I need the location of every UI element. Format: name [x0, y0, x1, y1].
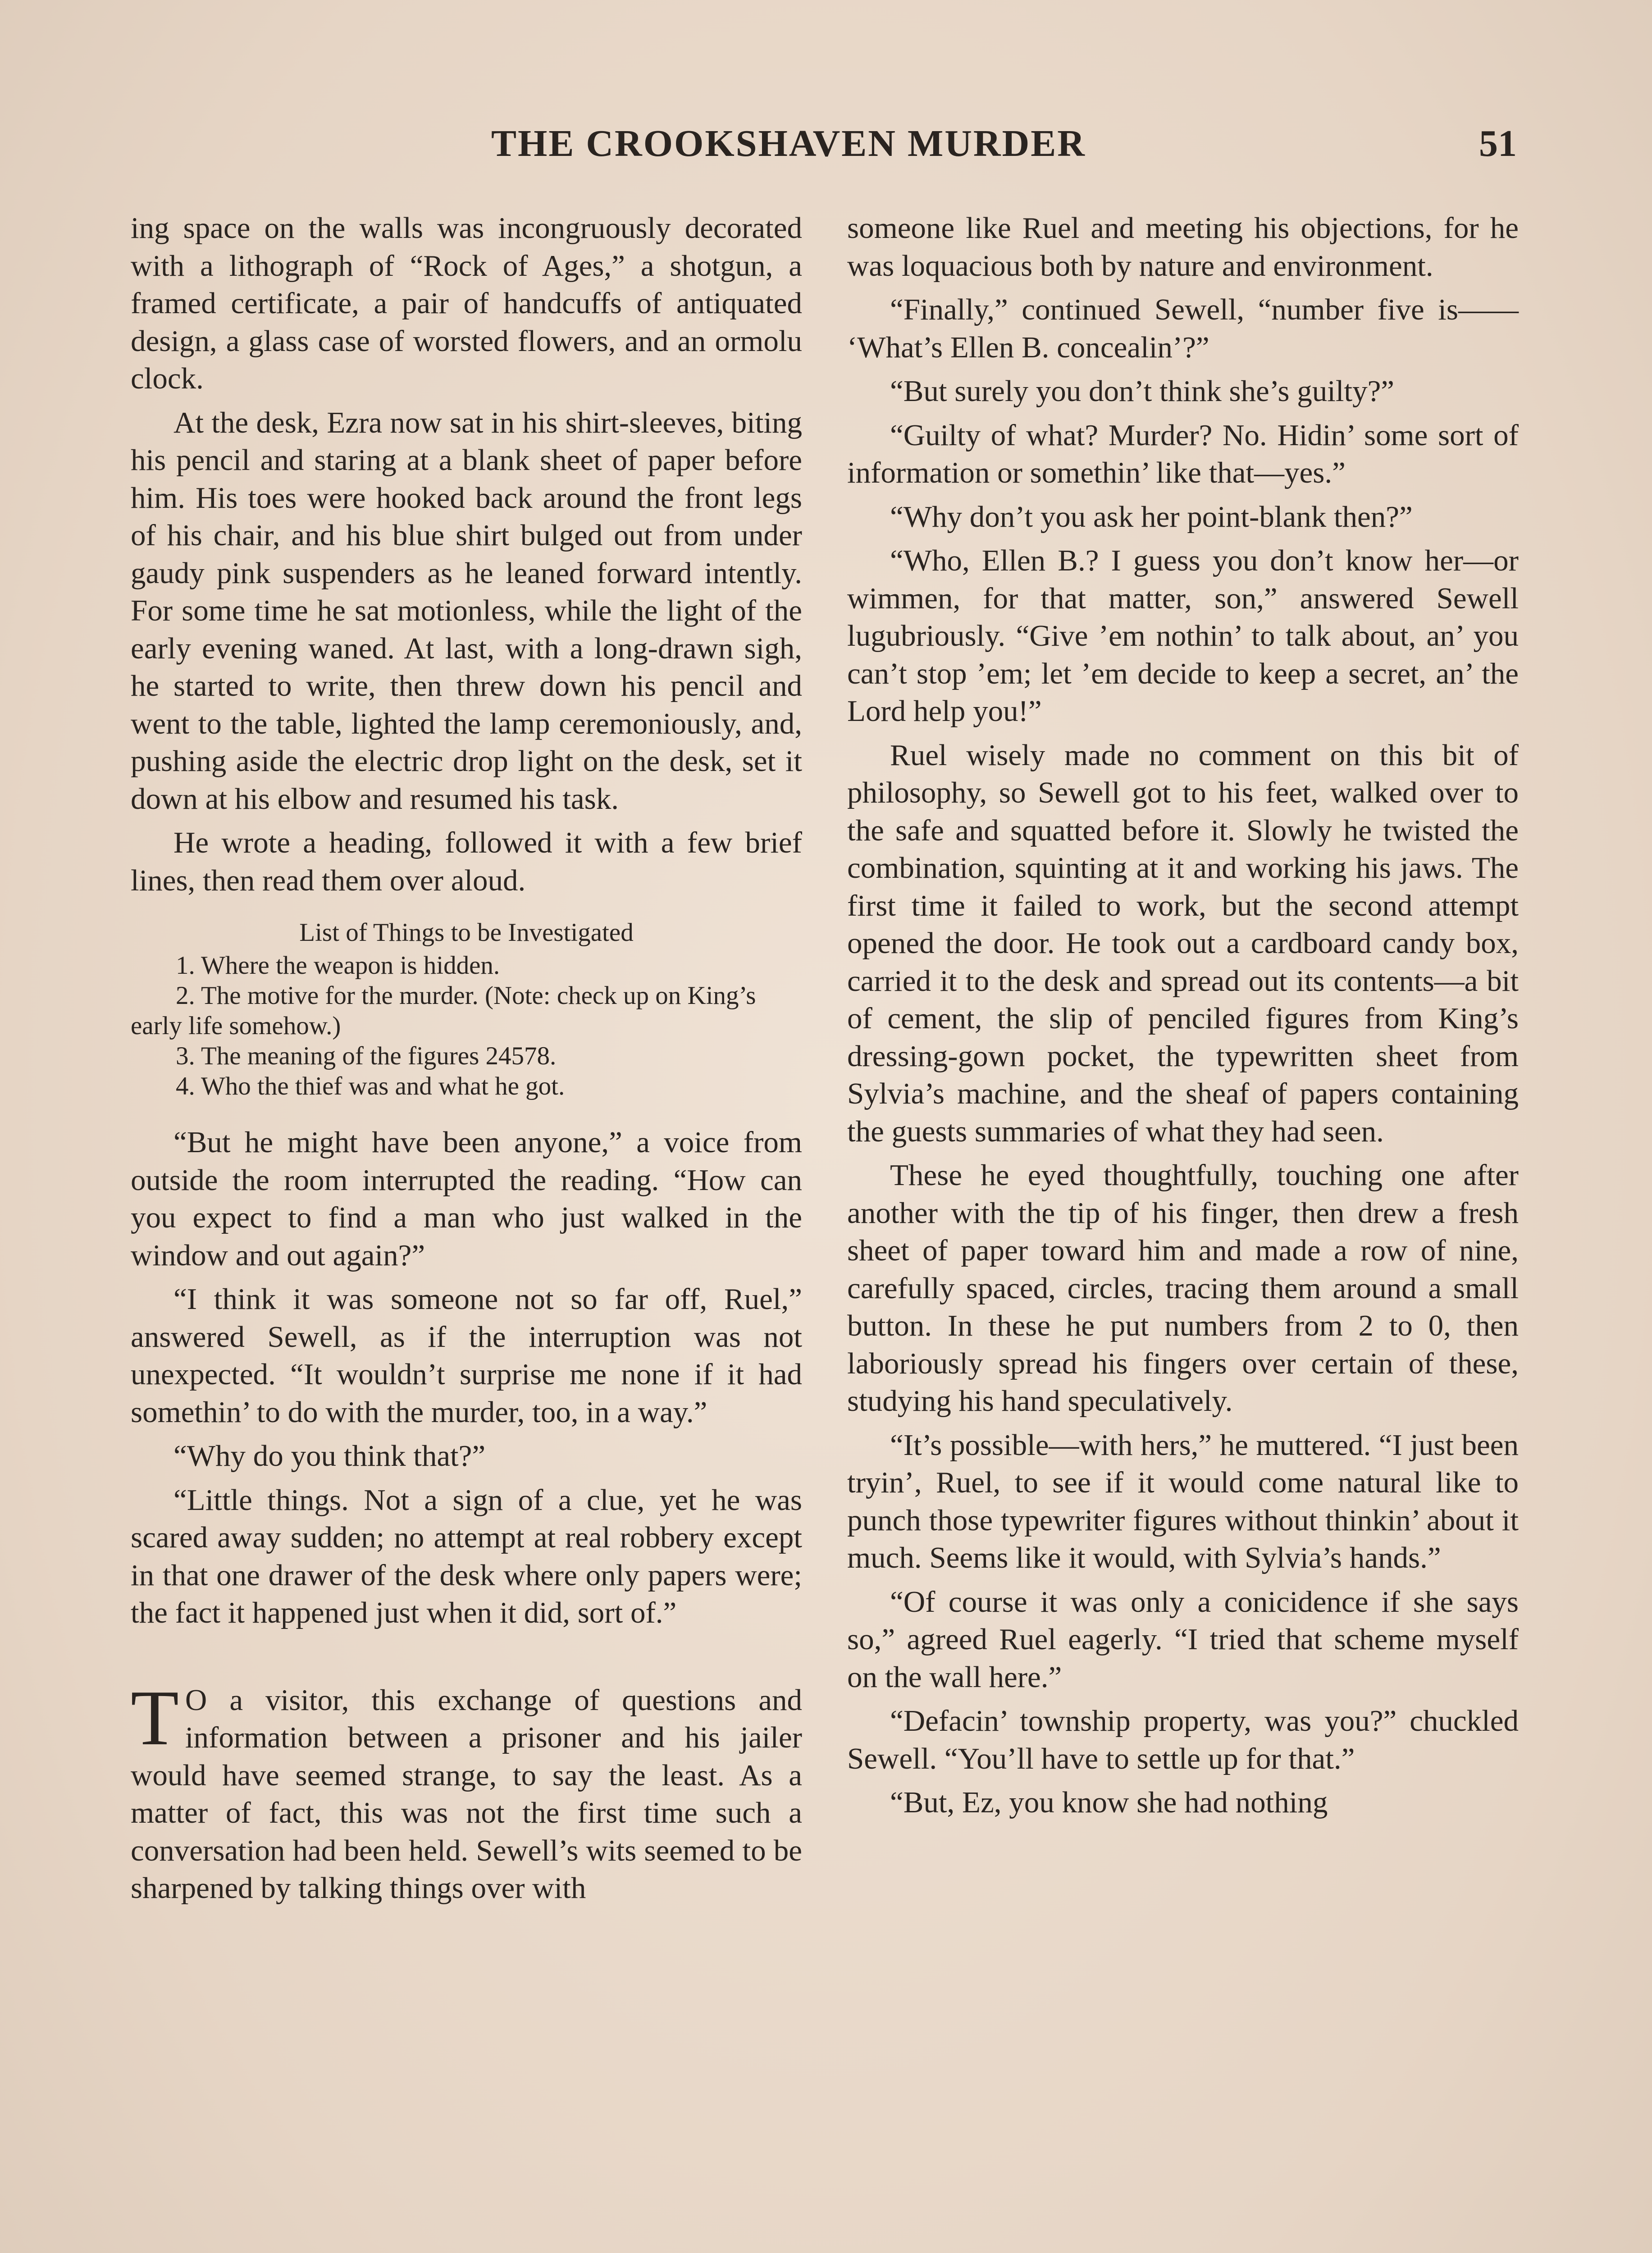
list-item: 3. The meaning of the figures 24578. [176, 1042, 557, 1070]
list-item: 2. The motive for the murder. (Note: check up on King’s early life somehow.) [131, 981, 756, 1040]
list-item: 4. Who the thief was and what he got. [176, 1072, 565, 1100]
paragraph: “But he might have been anyone,” a voice from outside the room interrupted the reading. “How can you expect to find a man who just walked in the window and out again?” [131, 1126, 802, 1272]
left-column [131, 210, 802, 1914]
paragraph: “Why don’t you ask her point-blank then?” [890, 500, 1413, 534]
paragraph: “Defacin’ township property, was you?” chuckled Sewell. “You’ll have to settle up for that.” [847, 1704, 1519, 1775]
paragraph: At the desk, Ezra now sat in his shirt-sleeves, biting his pencil and staring at a blank sheet of paper before him. His toes were hooked back around the front legs of his chair, and his blue shirt bulged out from under gaudy pink suspenders as he leaned forward intently. For some time he sat motionless, while the light of the early evening waned. At last, with a long-drawn sigh, he started to write, then threw down his pencil and went to the table, lighted the lamp ceremoniously, and, pushing aside the electric drop light on the desk, set it down at his elbow and resumed his task. [131, 406, 802, 816]
paragraph: “Why do you think that?” [173, 1439, 486, 1473]
paragraph: “I think it was someone not so far off, Ruel,” answered Sewell, as if the interruption was not unexpected. “It wouldn’t surprise me none if it had somethin’ to do with the murder, too, in a way.” [131, 1282, 802, 1429]
paragraph: someone like Ruel and meeting his objections, for he was loquacious both by nature and environment. [847, 211, 1519, 283]
paragraph: ing space on the walls was incongruously decorated with a lithograph of “Rock of Ages,” a shotgun, a framed certificate, a pair of handcuffs of antiquated design, a glass case of worsted flowers, and an ormolu clock. [131, 211, 802, 395]
paragraph: “But, Ez, you know she had nothing [890, 1786, 1328, 1819]
page-number: 51 [1479, 123, 1517, 164]
running-title: THE CROOKSHAVEN MURDER [491, 123, 1086, 164]
paragraph: “Guilty of what? Murder? No. Hidin’ some sort of information or somethin’ like that—yes.” [847, 418, 1519, 489]
page-header [131, 122, 1517, 171]
section-paragraph [131, 1674, 802, 1907]
paragraph-text: O a visitor, this exchange of questions and information between a prisoner and his jailer would have seemed strange, to say the least. As a matter of fact, this was not the first time such a conversation had been held. Sewell’s wits seemed to be sharpened by talking things over with [131, 1683, 802, 1905]
paragraph: He wrote a heading, followed it with a few brief lines, then read them over aloud. [131, 826, 802, 897]
list-item: 1. Where the weapon is hidden. [176, 951, 500, 980]
paragraph: “It’s possible—with hers,” he muttered. “I just been tryin’, Ruel, to see if it would come natural like to punch those typewriter figures without thinkin’ about it much. Seems like it would, with Sylvia’s hands.” [847, 1428, 1519, 1574]
paragraph: “Little things. Not a sign of a clue, yet he was scared away sudden; no attempt at real robbery except in that one drawer of the desk where only papers were; the fact it happened just when it did, sort of.” [131, 1483, 802, 1629]
drop-cap: T [131, 1674, 179, 1761]
paragraph: “But surely you don’t think she’s guilty?” [890, 374, 1395, 408]
paragraph: Ruel wisely made no comment on this bit of philosophy, so Sewell got to his feet, walked over to the safe and squatted before it. Slowly he twisted the combination, squinting at it and working his jaws. The first time it failed to work, but the second attempt opened the door. He took out a cardboard candy box, carried it to the desk and spread out its contents—a bit of cement, the slip of penciled figures from King’s dressing-gown pocket, the typewritten sheet from Sylvia’s machine, and the sheaf of papers containing the guests summaries of what they had seen. [847, 738, 1519, 1148]
paragraph: These he eyed thoughtfully, touching one after another with the tip of his finger, then drew a fresh sheet of paper toward him and made a row of nine, carefully spaced, circles, tracing them around a small button. In these he put numbers from 2 to 0, then laboriously spread his fingers over certain of these, studying his hand speculatively. [847, 1158, 1519, 1418]
list-title: List of Things to be Investigated [299, 918, 634, 947]
paragraph: “Who, Ellen B.? I guess you don’t know her—or wimmen, for that matter, son,” answered Sewell lugubriously. “Give ’em nothin’ to talk about, an’ you can’t stop ’em; let ’em decide to keep a secret, an’ the Lord help you!” [847, 544, 1519, 728]
investigation-list [131, 917, 802, 1101]
paragraph: “Of course it was only a conicidence if she says so,” agreed Ruel eagerly. “I tried that scheme myself on the wall here.” [847, 1585, 1519, 1694]
paragraph: “Finally,” continued Sewell, “number five is—— ‘What’s Ellen B. concealin’?” [847, 293, 1519, 364]
right-column [847, 210, 1519, 1828]
